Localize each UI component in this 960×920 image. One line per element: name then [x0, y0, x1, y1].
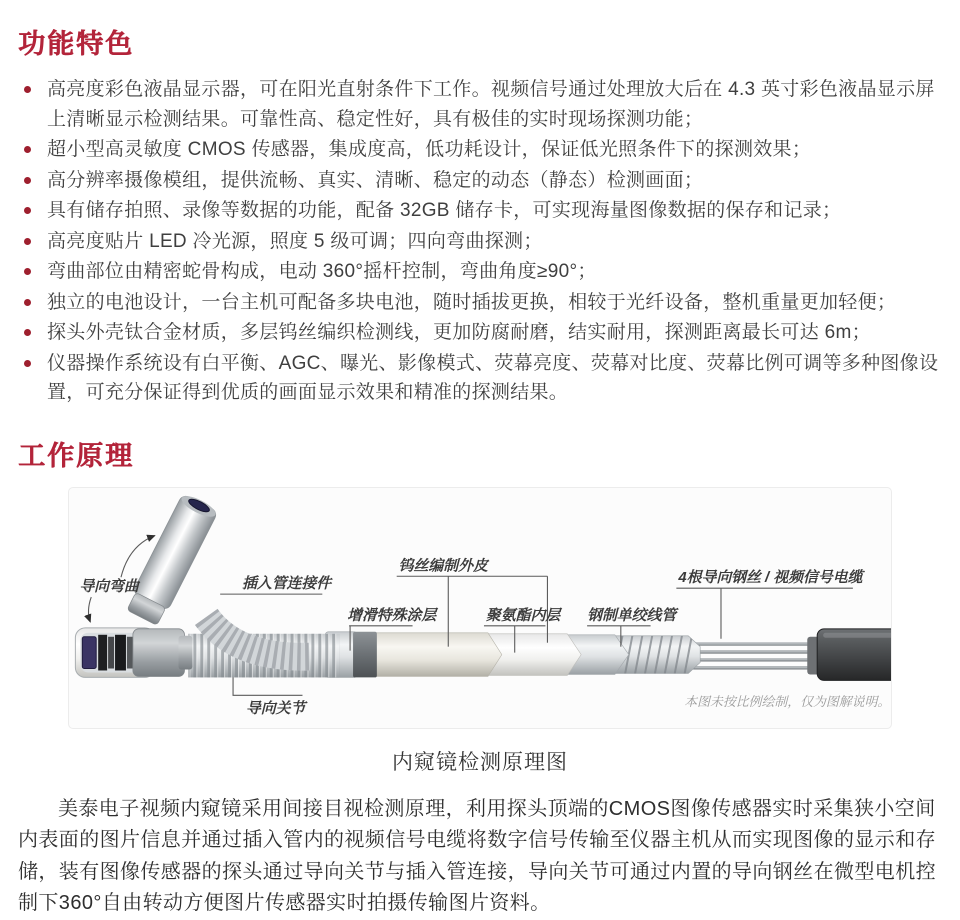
bullet-icon [24, 86, 31, 93]
label-steel-tube: 钢制单绞线管 [587, 607, 677, 624]
feature-text: 高分辨率摄像模组，提供流畅、真实、清晰、稳定的动态（静态）检测画面； [47, 169, 704, 191]
principle-section-title: 工作原理 [18, 440, 134, 471]
feature-text: 高亮度贴片 LED 冷光源，照度 5 级可调；四向弯曲探测； [47, 230, 543, 252]
label-guide-joint: 导向关节 [245, 700, 306, 717]
principle-paragraph: 美泰电子视频内窥镜采用间接目视检测原理，利用探头顶端的CMOS图像传感器实时采集狭小空间内表面的图片信息并通过插入管内的视频信号电缆将数字信号传输至仪器主机从而实现图像的显示和存储，装有图像传感器的探头通过导向关节与插入管连接，导向关节可通过内置的导向钢丝在微型电机控制下360°自由转动方便图片传感器实时拍摄传输图片资料。 [18, 797, 936, 914]
list-item [22, 288, 942, 318]
endoscope-diagram-svg [69, 488, 891, 728]
bullet-icon [24, 207, 31, 214]
bullet-icon [24, 268, 31, 275]
label-tungsten-braid: 钨丝编制外皮 [398, 557, 488, 574]
list-item [22, 257, 942, 287]
bullet-icon [24, 360, 31, 367]
insertion-tube-layers-graphic [325, 631, 628, 677]
feature-text: 弯曲部位由精密蛇骨构成，电动 360°摇杆控制，弯曲角度≥90°； [47, 261, 597, 282]
label-insert-tube-connector: 插入管连接件 [241, 575, 332, 592]
list-item [22, 318, 942, 348]
label-slip-coating: 增滑特殊涂层 [347, 607, 437, 624]
list-item [22, 75, 942, 134]
bullet-icon [24, 177, 31, 184]
label-guide-wires: 4根导向钢丝 / 视频信号电缆 [678, 569, 863, 586]
feature-text: 高亮度彩色液晶显示器，可在阳光直射条件下工作。视频信号通过处理放大后在 4.3 英寸彩色液晶显示屏上清晰显示检测结果。可靠性高、稳定性好，具有极佳的实时现场探测功能； [47, 79, 935, 130]
bullet-icon [24, 329, 31, 336]
probe-head-graphic [75, 627, 192, 677]
down-arrow-icon [88, 597, 91, 622]
list-item [22, 349, 942, 408]
diagram-caption: 内窥镜检测原理图 [392, 750, 568, 774]
diagram-scale-note: 本图未按比例绘制，仅为图解说明。 [684, 693, 891, 709]
feature-text: 超小型高灵敏度 CMOS 传感器，集成度高，低功耗设计，保证低光照条件下的探测效果； [47, 139, 812, 160]
endoscope-diagram [68, 487, 892, 729]
feature-text: 探头外壳钛合金材质，多层钨丝编织检测线，更加防腐耐磨，结实耐用，探测距离最长可达 6m； [47, 322, 871, 343]
angled-tip-graphic [124, 491, 219, 626]
list-item [22, 196, 942, 226]
feature-list [22, 75, 942, 408]
feature-text: 仪器操作系统设有白平衡、AGC、曝光、影像模式、荧幕亮度、荧幕对比度、荧幕比例可调等多种图像设置，可充分保证得到优质的画面显示效果和精准的探测结果。 [47, 352, 939, 403]
bullet-icon [24, 146, 31, 153]
list-item [22, 166, 942, 196]
feature-text: 独立的电池设计，一台主机可配备多块电池，随时插拔更换，相较于光纤设备，整机重量更加轻便； [47, 291, 897, 313]
feature-text: 具有储存拍照、录像等数据的功能，配备 32GB 储存卡，可实现海量图像数据的保存和记录； [47, 200, 842, 221]
label-polyurethane-inner: 聚氨酯内层 [485, 607, 561, 624]
list-item [22, 227, 942, 257]
features-section-title: 功能特色 [18, 29, 134, 59]
bullet-icon [24, 238, 31, 245]
list-item [22, 135, 942, 165]
bullet-icon [24, 299, 31, 306]
label-guide-bend: 导向弯曲 [79, 578, 139, 595]
